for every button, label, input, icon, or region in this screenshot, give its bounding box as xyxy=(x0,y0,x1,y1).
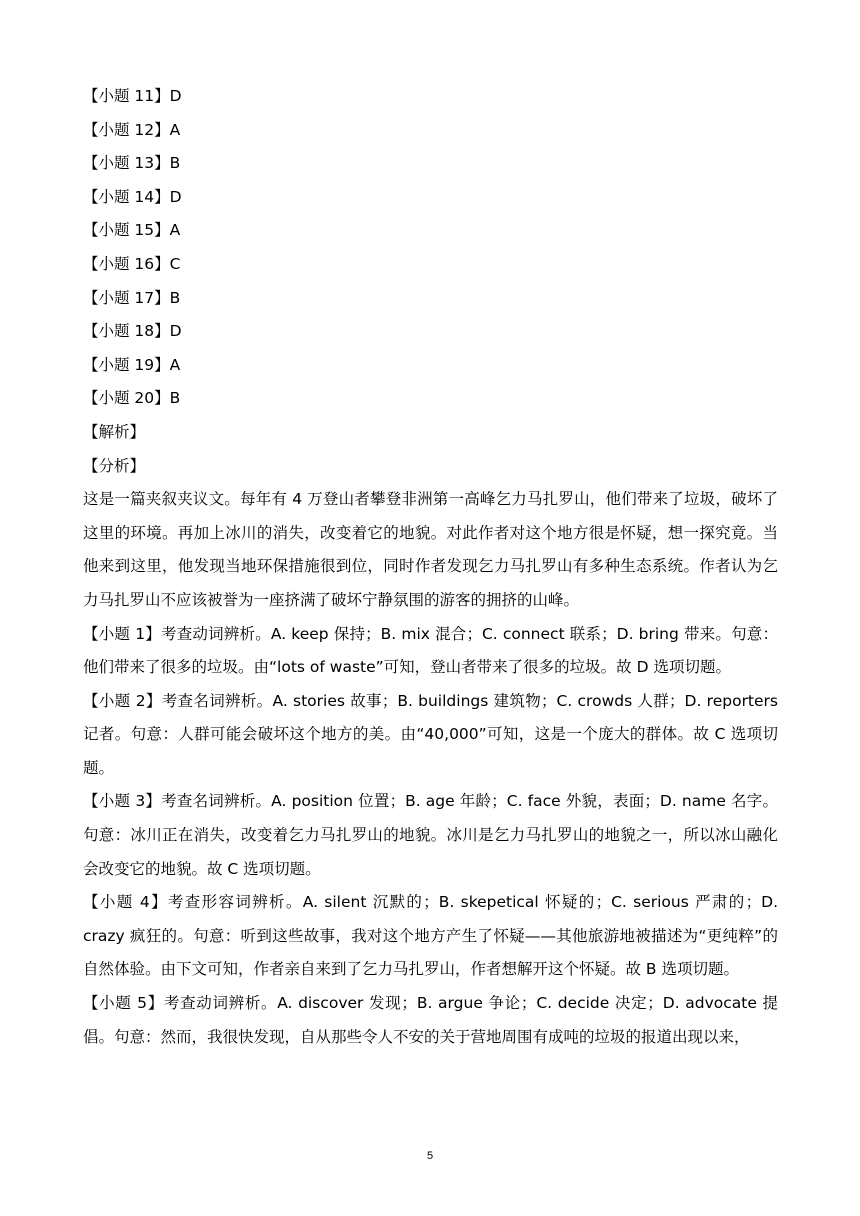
overview-heading: 【分析】 xyxy=(83,456,146,475)
explanation-paragraph: 【小题 5】考查动词辨析。A. discover 发现；B. argue 争论；C. decide 决定；D. advocate 提倡。句意：然而，我很快发现，自从那些令人不安的关于营地周围有成吨的垃圾的报道出现以来， xyxy=(83,994,778,1046)
answer-line: 【小题 18】D xyxy=(83,322,182,341)
explanation-paragraph: 【小题 1】考查动词辨析。A. keep 保持；B. mix 混合；C. connect 联系；D. bring 带来。句意：他们带来了很多的垃圾。由“lots of waste”可知，登山者带来了很多的垃圾。故 D 选项切题。 xyxy=(83,624,778,677)
answer-line: 【小题 11】D xyxy=(83,87,182,105)
document-body xyxy=(83,80,778,1054)
explanation-paragraph: 【小题 3】考查名词辨析。A. position 位置；B. age 年龄；C. face 外貌，表面；D. name 名字。句意：冰川正在消失，改变着乞力马扎罗山的地貌。冰川是乞力马扎罗山的地貌之一，所以冰山融化会改变它的地貌。故 C 选项切题。 xyxy=(83,792,778,878)
analysis-heading: 【解析】 xyxy=(83,422,146,441)
answer-line: 【小题 15】A xyxy=(83,221,181,240)
answer-line: 【小题 19】A xyxy=(83,355,181,374)
answer-line: 【小题 16】C xyxy=(83,254,181,273)
answer-line: 【小题 14】D xyxy=(83,187,182,206)
answer-line: 【小题 12】A xyxy=(83,120,181,139)
answer-line: 【小题 13】B xyxy=(83,154,181,173)
explanation-paragraph: 【小题 4】考查形容词辨析。A. silent 沉默的；B. skepetical 怀疑的；C. serious 严肃的；D. crazy 疯狂的。句意：听到这些故事，我对这个地方产生了怀疑——其他旅游地被描述为“更纯粹”的自然体验。由下文可知，作者亲自来到了乞力马扎罗山，作者想解开这个怀疑。故 B 选项切题。 xyxy=(83,893,778,979)
answer-line: 【小题 20】B xyxy=(83,389,181,408)
explanation-paragraph: 【小题 2】考查名词辨析。A. stories 故事；B. buildings 建筑物；C. crowds 人群；D. reporters 记者。句意：人群可能会破坏这个地方的美。由“40,000”可知，这是一个庞大的群体。故 C 选项切题。 xyxy=(83,691,778,777)
answer-line: 【小题 17】B xyxy=(83,288,181,307)
page-number: 5 xyxy=(426,1150,434,1162)
passage-summary: 这是一篇夹叙夹议文。每年有 4 万登山者攀登非洲第一高峰乞力马扎罗山，他们带来了垃圾，破坏了这里的环境。再加上冰川的消失，改变着它的地貌。对此作者对这个地方很是怀疑，想一探究竟。当他来到这里，他发现当地环保措施很到位，同时作者发现乞力马扎罗山有多种生态系统。作者认为乞力马扎罗山不应该被誉为一座挤满了破坏宁静氛围的游客的拥挤的山峰。 xyxy=(83,490,778,609)
